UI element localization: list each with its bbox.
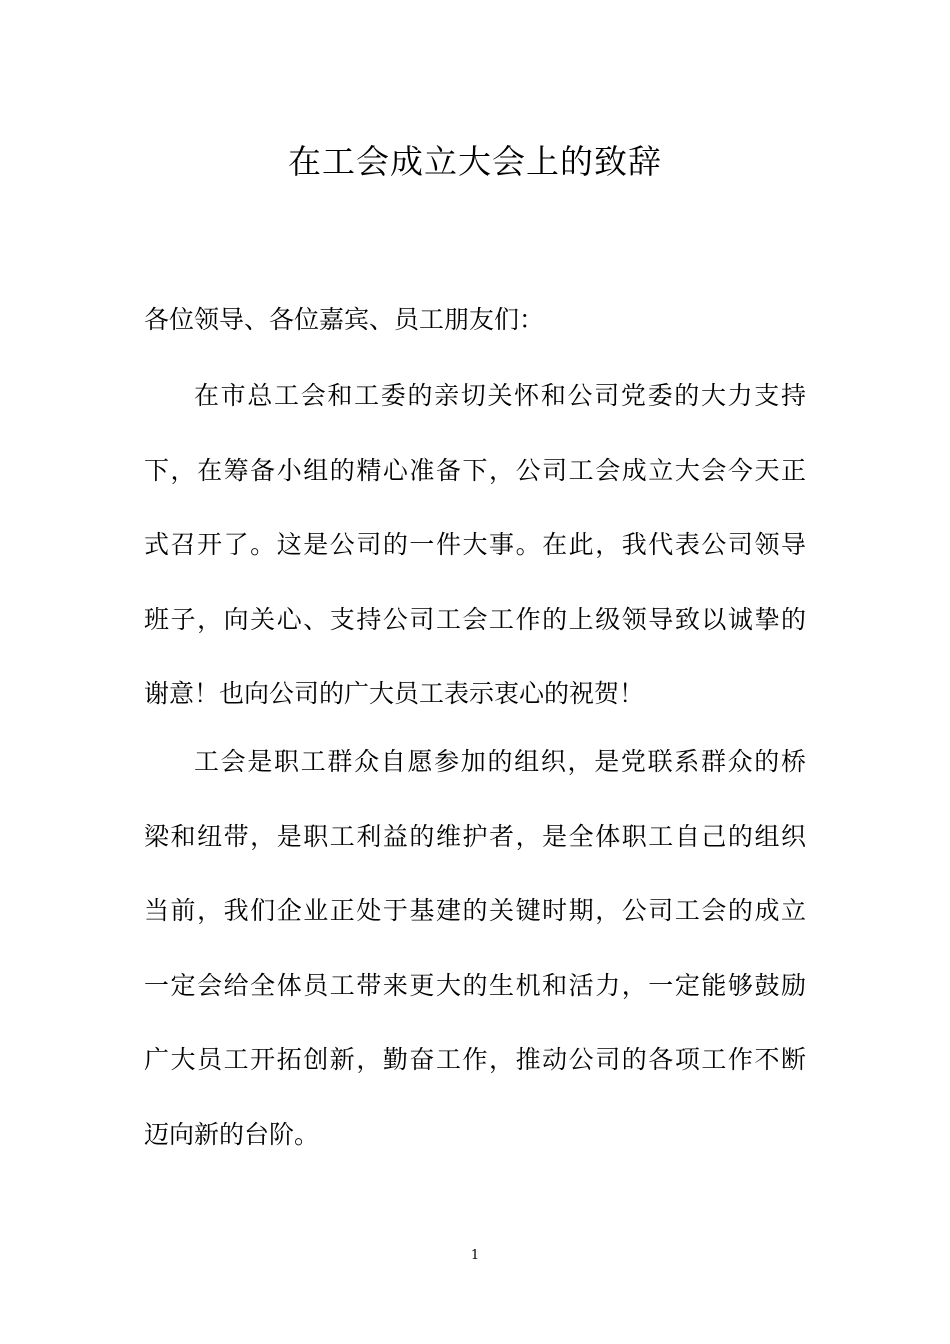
paragraph-line: 当前，我们企业正处于基建的关键时期，公司工会的成立 [144, 896, 806, 925]
paragraph-line: 班子，向关心、支持公司工会工作的上级领导致以诚挚的 [144, 604, 806, 634]
document-title: 在工会成立大会上的致辞 [288, 142, 662, 181]
paragraph-line: 下，在筹备小组的精心准备下，公司工会成立大会今天正 [144, 455, 806, 485]
paragraph-line: 式召开了。这是公司的一件大事。在此，我代表公司领导 [144, 530, 806, 559]
paragraph-line: 谢意！也向公司的广大员工表示衷心的祝贺！ [144, 679, 645, 708]
paragraph-line: 梁和纽带，是职工利益的维护者，是全体职工自己的组织 [144, 821, 806, 851]
paragraph-line: 广大员工开拓创新，勤奋工作，推动公司的各项工作不断 [144, 1045, 806, 1074]
paragraph-line: 一定会给全体员工带来更大的生机和活力，一定能够鼓励 [144, 970, 806, 1000]
paragraph-line: 工会是职工群众自愿参加的组织，是党联系群众的桥 [194, 747, 806, 776]
page-number: 1 [470, 1248, 480, 1263]
paragraph-1 [144, 376, 806, 749]
paragraph-line: 在市总工会和工委的亲切关怀和公司党委的大力支持 [194, 381, 806, 410]
paragraph-2 [144, 742, 806, 1189]
paragraph-line: 迈向新的台阶。 [144, 1119, 320, 1149]
salutation: 各位领导、各位嘉宾、员工朋友们： [144, 305, 545, 334]
